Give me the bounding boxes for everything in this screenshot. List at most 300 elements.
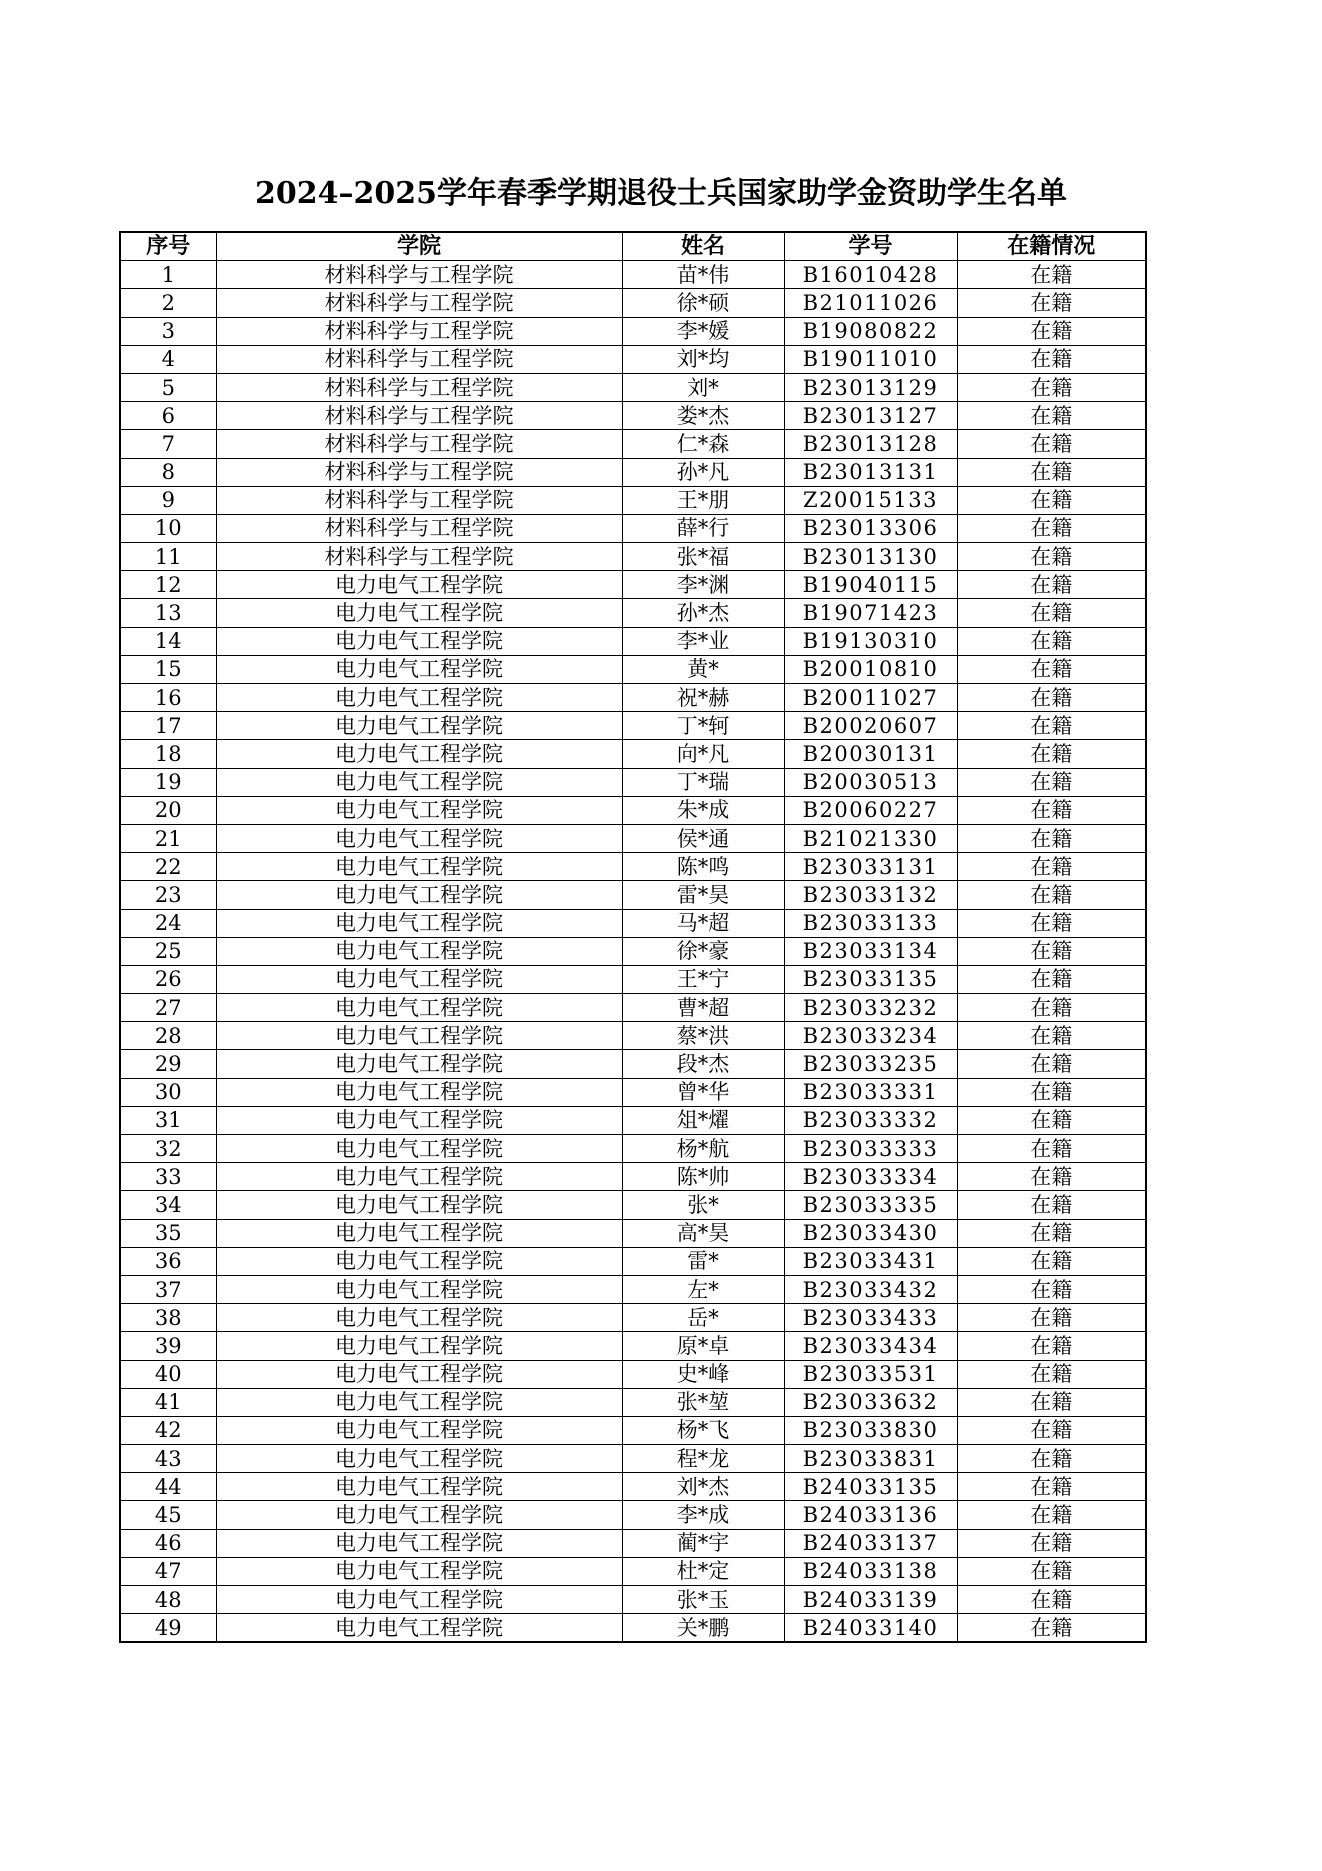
cell-no: 46: [120, 1529, 216, 1557]
cell-name: 孙*杰: [622, 599, 784, 627]
cell-no: 20: [120, 796, 216, 824]
cell-no: 9: [120, 486, 216, 514]
cell-status: 在籍: [957, 1529, 1146, 1557]
cell-student-id: B23013128: [784, 430, 957, 458]
cell-college: 电力电气工程学院: [216, 1247, 622, 1275]
cell-no: 43: [120, 1445, 216, 1473]
table-row: [120, 458, 1146, 486]
cell-status: 在籍: [957, 881, 1146, 909]
cell-no: 19: [120, 768, 216, 796]
table-row: [120, 402, 1146, 430]
table-row: [120, 1219, 1146, 1247]
cell-no: 40: [120, 1360, 216, 1388]
cell-college: 材料科学与工程学院: [216, 514, 622, 542]
table-row: [120, 1191, 1146, 1219]
cell-college: 电力电气工程学院: [216, 1529, 622, 1557]
table-row: [120, 599, 1146, 627]
cell-college: 材料科学与工程学院: [216, 373, 622, 401]
cell-college: 电力电气工程学院: [216, 1304, 622, 1332]
cell-status: 在籍: [957, 1416, 1146, 1444]
cell-student-id: B19040115: [784, 571, 957, 599]
cell-no: 45: [120, 1501, 216, 1529]
cell-no: 48: [120, 1586, 216, 1614]
cell-college: 电力电气工程学院: [216, 571, 622, 599]
table-row: [120, 684, 1146, 712]
cell-no: 6: [120, 402, 216, 430]
table-row: [120, 514, 1146, 542]
cell-name: 李*媛: [622, 317, 784, 345]
table-row: [120, 1445, 1146, 1473]
cell-college: 材料科学与工程学院: [216, 261, 622, 289]
cell-status: 在籍: [957, 514, 1146, 542]
table-row: [120, 1050, 1146, 1078]
cell-student-id: B24033139: [784, 1586, 957, 1614]
cell-student-id: B23033334: [784, 1163, 957, 1191]
cell-college: 电力电气工程学院: [216, 1219, 622, 1247]
cell-status: 在籍: [957, 994, 1146, 1022]
cell-college: 电力电气工程学院: [216, 599, 622, 627]
cell-college: 电力电气工程学院: [216, 937, 622, 965]
cell-status: 在籍: [957, 1557, 1146, 1585]
table-row: [120, 965, 1146, 993]
cell-college: 电力电气工程学院: [216, 853, 622, 881]
cell-name: 杜*定: [622, 1557, 784, 1585]
table-row: [120, 289, 1146, 317]
table-row: [120, 655, 1146, 683]
cell-student-id: B23033131: [784, 853, 957, 881]
cell-status: 在籍: [957, 684, 1146, 712]
cell-name: 程*龙: [622, 1445, 784, 1473]
cell-college: 电力电气工程学院: [216, 1275, 622, 1303]
cell-name: 蔺*宇: [622, 1529, 784, 1557]
cell-no: 35: [120, 1219, 216, 1247]
cell-student-id: B21011026: [784, 289, 957, 317]
cell-no: 24: [120, 909, 216, 937]
cell-no: 23: [120, 881, 216, 909]
cell-no: 34: [120, 1191, 216, 1219]
table-row: [120, 1529, 1146, 1557]
cell-student-id: B23033632: [784, 1388, 957, 1416]
cell-name: 向*凡: [622, 740, 784, 768]
cell-student-id: B24033140: [784, 1614, 957, 1643]
cell-college: 电力电气工程学院: [216, 1445, 622, 1473]
cell-name: 段*杰: [622, 1050, 784, 1078]
table-row: [120, 1275, 1146, 1303]
cell-status: 在籍: [957, 1586, 1146, 1614]
cell-name: 徐*硕: [622, 289, 784, 317]
header-college: 学院: [216, 232, 622, 261]
table-row: [120, 1473, 1146, 1501]
cell-no: 42: [120, 1416, 216, 1444]
cell-student-id: B20060227: [784, 796, 957, 824]
cell-student-id: B23033431: [784, 1247, 957, 1275]
cell-name: 李*渊: [622, 571, 784, 599]
cell-college: 电力电气工程学院: [216, 1106, 622, 1134]
cell-student-id: B23033133: [784, 909, 957, 937]
cell-status: 在籍: [957, 909, 1146, 937]
cell-status: 在籍: [957, 853, 1146, 881]
cell-college: 电力电气工程学院: [216, 1473, 622, 1501]
cell-status: 在籍: [957, 261, 1146, 289]
cell-student-id: B23033134: [784, 937, 957, 965]
cell-status: 在籍: [957, 1501, 1146, 1529]
cell-name: 杨*航: [622, 1135, 784, 1163]
cell-name: 刘*均: [622, 345, 784, 373]
table-row: [120, 627, 1146, 655]
cell-no: 44: [120, 1473, 216, 1501]
cell-college: 电力电气工程学院: [216, 796, 622, 824]
cell-college: 电力电气工程学院: [216, 1557, 622, 1585]
cell-no: 3: [120, 317, 216, 345]
cell-name: 蔡*洪: [622, 1022, 784, 1050]
cell-status: 在籍: [957, 1275, 1146, 1303]
table-row: [120, 1332, 1146, 1360]
cell-status: 在籍: [957, 768, 1146, 796]
cell-name: 李*成: [622, 1501, 784, 1529]
cell-name: 陈*帅: [622, 1163, 784, 1191]
cell-college: 材料科学与工程学院: [216, 345, 622, 373]
cell-college: 电力电气工程学院: [216, 1191, 622, 1219]
cell-college: 电力电气工程学院: [216, 994, 622, 1022]
table-row: [120, 824, 1146, 852]
cell-status: 在籍: [957, 599, 1146, 627]
cell-student-id: B23033234: [784, 1022, 957, 1050]
cell-name: 张*: [622, 1191, 784, 1219]
cell-no: 41: [120, 1388, 216, 1416]
cell-college: 电力电气工程学院: [216, 881, 622, 909]
cell-name: 王*宁: [622, 965, 784, 993]
cell-college: 材料科学与工程学院: [216, 430, 622, 458]
table-row: [120, 1586, 1146, 1614]
cell-no: 11: [120, 543, 216, 571]
cell-no: 36: [120, 1247, 216, 1275]
cell-no: 29: [120, 1050, 216, 1078]
cell-college: 电力电气工程学院: [216, 965, 622, 993]
cell-status: 在籍: [957, 1191, 1146, 1219]
cell-college: 电力电气工程学院: [216, 1050, 622, 1078]
cell-college: 材料科学与工程学院: [216, 402, 622, 430]
cell-status: 在籍: [957, 1388, 1146, 1416]
cell-student-id: B21021330: [784, 824, 957, 852]
cell-status: 在籍: [957, 317, 1146, 345]
cell-no: 33: [120, 1163, 216, 1191]
cell-status: 在籍: [957, 1078, 1146, 1106]
table-row: [120, 1416, 1146, 1444]
cell-status: 在籍: [957, 1445, 1146, 1473]
cell-college: 电力电气工程学院: [216, 627, 622, 655]
cell-status: 在籍: [957, 1614, 1146, 1643]
cell-no: 28: [120, 1022, 216, 1050]
table-row: [120, 261, 1146, 289]
cell-status: 在籍: [957, 1050, 1146, 1078]
cell-student-id: B23033531: [784, 1360, 957, 1388]
cell-no: 38: [120, 1304, 216, 1332]
table-row: [120, 571, 1146, 599]
cell-name: 原*卓: [622, 1332, 784, 1360]
cell-name: 李*业: [622, 627, 784, 655]
cell-no: 12: [120, 571, 216, 599]
cell-status: 在籍: [957, 1332, 1146, 1360]
cell-name: 刘*: [622, 373, 784, 401]
table-row: [120, 712, 1146, 740]
cell-no: 30: [120, 1078, 216, 1106]
cell-college: 电力电气工程学院: [216, 684, 622, 712]
cell-no: 8: [120, 458, 216, 486]
cell-no: 5: [120, 373, 216, 401]
cell-college: 材料科学与工程学院: [216, 289, 622, 317]
cell-name: 高*昊: [622, 1219, 784, 1247]
table-row: [120, 768, 1146, 796]
cell-student-id: B19130310: [784, 627, 957, 655]
cell-college: 材料科学与工程学院: [216, 543, 622, 571]
cell-status: 在籍: [957, 1106, 1146, 1134]
table-row: [120, 740, 1146, 768]
cell-status: 在籍: [957, 458, 1146, 486]
cell-college: 电力电气工程学院: [216, 1614, 622, 1643]
table-row: [120, 1106, 1146, 1134]
header-name: 姓名: [622, 232, 784, 261]
cell-status: 在籍: [957, 627, 1146, 655]
cell-no: 32: [120, 1135, 216, 1163]
cell-college: 电力电气工程学院: [216, 1388, 622, 1416]
cell-student-id: B20030131: [784, 740, 957, 768]
cell-college: 电力电气工程学院: [216, 1022, 622, 1050]
cell-student-id: B23033432: [784, 1275, 957, 1303]
cell-student-id: B19080822: [784, 317, 957, 345]
cell-college: 电力电气工程学院: [216, 1078, 622, 1106]
table-row: [120, 994, 1146, 1022]
header-no: 序号: [120, 232, 216, 261]
cell-name: 侯*通: [622, 824, 784, 852]
cell-student-id: B24033135: [784, 1473, 957, 1501]
cell-student-id: B23013127: [784, 402, 957, 430]
cell-name: 张*玉: [622, 1586, 784, 1614]
cell-name: 仁*森: [622, 430, 784, 458]
cell-student-id: B23033235: [784, 1050, 957, 1078]
cell-name: 雷*: [622, 1247, 784, 1275]
cell-status: 在籍: [957, 486, 1146, 514]
cell-status: 在籍: [957, 571, 1146, 599]
cell-status: 在籍: [957, 289, 1146, 317]
table-header-row: [120, 232, 1146, 261]
cell-status: 在籍: [957, 543, 1146, 571]
cell-college: 电力电气工程学院: [216, 1135, 622, 1163]
cell-status: 在籍: [957, 1022, 1146, 1050]
table-row: [120, 317, 1146, 345]
cell-name: 孙*凡: [622, 458, 784, 486]
cell-name: 雷*昊: [622, 881, 784, 909]
cell-name: 曹*超: [622, 994, 784, 1022]
table-row: [120, 486, 1146, 514]
cell-status: 在籍: [957, 712, 1146, 740]
cell-student-id: B23013131: [784, 458, 957, 486]
cell-student-id: B23013306: [784, 514, 957, 542]
cell-college: 材料科学与工程学院: [216, 458, 622, 486]
table-row: [120, 1360, 1146, 1388]
cell-name: 杨*飞: [622, 1416, 784, 1444]
cell-student-id: B23033232: [784, 994, 957, 1022]
cell-name: 张*福: [622, 543, 784, 571]
cell-college: 电力电气工程学院: [216, 1360, 622, 1388]
cell-student-id: B24033137: [784, 1529, 957, 1557]
cell-status: 在籍: [957, 965, 1146, 993]
cell-name: 丁*瑞: [622, 768, 784, 796]
cell-name: 朱*成: [622, 796, 784, 824]
table-row: [120, 1388, 1146, 1416]
cell-college: 电力电气工程学院: [216, 768, 622, 796]
cell-college: 电力电气工程学院: [216, 712, 622, 740]
cell-name: 马*超: [622, 909, 784, 937]
cell-status: 在籍: [957, 1163, 1146, 1191]
table-row: [120, 1247, 1146, 1275]
cell-student-id: Z20015133: [784, 486, 957, 514]
cell-student-id: B23013130: [784, 543, 957, 571]
table-row: [120, 937, 1146, 965]
cell-student-id: B23033831: [784, 1445, 957, 1473]
table-row: [120, 1304, 1146, 1332]
cell-student-id: B23013129: [784, 373, 957, 401]
cell-name: 王*朋: [622, 486, 784, 514]
cell-no: 17: [120, 712, 216, 740]
cell-no: 37: [120, 1275, 216, 1303]
table-row: [120, 881, 1146, 909]
cell-no: 1: [120, 261, 216, 289]
cell-status: 在籍: [957, 430, 1146, 458]
cell-no: 14: [120, 627, 216, 655]
cell-student-id: B20020607: [784, 712, 957, 740]
cell-status: 在籍: [957, 402, 1146, 430]
cell-no: 15: [120, 655, 216, 683]
cell-name: 史*峰: [622, 1360, 784, 1388]
cell-student-id: B20010810: [784, 655, 957, 683]
table-row: [120, 373, 1146, 401]
cell-no: 25: [120, 937, 216, 965]
cell-college: 电力电气工程学院: [216, 824, 622, 852]
cell-no: 4: [120, 345, 216, 373]
cell-no: 10: [120, 514, 216, 542]
cell-student-id: B23033430: [784, 1219, 957, 1247]
cell-student-id: B23033830: [784, 1416, 957, 1444]
cell-student-id: B20011027: [784, 684, 957, 712]
cell-status: 在籍: [957, 937, 1146, 965]
cell-no: 22: [120, 853, 216, 881]
header-status: 在籍情况: [957, 232, 1146, 261]
cell-student-id: B19071423: [784, 599, 957, 627]
cell-no: 39: [120, 1332, 216, 1360]
cell-status: 在籍: [957, 1247, 1146, 1275]
page-title: 2024–2025学年春季学期退役士兵国家助学金资助学生名单: [255, 176, 1067, 211]
table-row: [120, 345, 1146, 373]
table-row: [120, 853, 1146, 881]
header-student-id: 学号: [784, 232, 957, 261]
cell-no: 16: [120, 684, 216, 712]
cell-name: 俎*燿: [622, 1106, 784, 1134]
cell-college: 材料科学与工程学院: [216, 317, 622, 345]
table-body: [120, 261, 1146, 1643]
cell-status: 在籍: [957, 373, 1146, 401]
cell-name: 岳*: [622, 1304, 784, 1332]
table-row: [120, 1501, 1146, 1529]
table-row: [120, 909, 1146, 937]
cell-student-id: B23033331: [784, 1078, 957, 1106]
cell-student-id: B24033136: [784, 1501, 957, 1529]
cell-student-id: B24033138: [784, 1557, 957, 1585]
cell-college: 电力电气工程学院: [216, 655, 622, 683]
cell-no: 27: [120, 994, 216, 1022]
cell-student-id: B23033434: [784, 1332, 957, 1360]
cell-name: 娄*杰: [622, 402, 784, 430]
cell-status: 在籍: [957, 655, 1146, 683]
cell-no: 2: [120, 289, 216, 317]
cell-name: 陈*鸣: [622, 853, 784, 881]
cell-name: 曾*华: [622, 1078, 784, 1106]
cell-status: 在籍: [957, 824, 1146, 852]
cell-no: 18: [120, 740, 216, 768]
cell-student-id: B23033333: [784, 1135, 957, 1163]
cell-status: 在籍: [957, 1135, 1146, 1163]
cell-name: 黄*: [622, 655, 784, 683]
cell-student-id: B23033335: [784, 1191, 957, 1219]
cell-status: 在籍: [957, 1219, 1146, 1247]
table-row: [120, 1135, 1146, 1163]
cell-name: 丁*轲: [622, 712, 784, 740]
cell-student-id: B19011010: [784, 345, 957, 373]
student-roster-table: [119, 231, 1147, 1643]
cell-status: 在籍: [957, 345, 1146, 373]
cell-status: 在籍: [957, 1304, 1146, 1332]
cell-no: 49: [120, 1614, 216, 1643]
cell-no: 13: [120, 599, 216, 627]
cell-student-id: B23033433: [784, 1304, 957, 1332]
cell-name: 徐*豪: [622, 937, 784, 965]
cell-college: 电力电气工程学院: [216, 1332, 622, 1360]
cell-no: 31: [120, 1106, 216, 1134]
table-row: [120, 1078, 1146, 1106]
cell-no: 7: [120, 430, 216, 458]
cell-status: 在籍: [957, 1473, 1146, 1501]
cell-name: 薛*行: [622, 514, 784, 542]
cell-name: 左*: [622, 1275, 784, 1303]
cell-name: 祝*赫: [622, 684, 784, 712]
table-row: [120, 1614, 1146, 1643]
cell-no: 21: [120, 824, 216, 852]
cell-student-id: B20030513: [784, 768, 957, 796]
cell-no: 26: [120, 965, 216, 993]
cell-college: 电力电气工程学院: [216, 1501, 622, 1529]
cell-student-id: B23033132: [784, 881, 957, 909]
cell-name: 刘*杰: [622, 1473, 784, 1501]
table-row: [120, 1022, 1146, 1050]
cell-student-id: B23033135: [784, 965, 957, 993]
table-row: [120, 1163, 1146, 1191]
table-row: [120, 430, 1146, 458]
cell-student-id: B16010428: [784, 261, 957, 289]
cell-college: 电力电气工程学院: [216, 1586, 622, 1614]
cell-college: 电力电气工程学院: [216, 1416, 622, 1444]
cell-name: 张*堃: [622, 1388, 784, 1416]
cell-college: 电力电气工程学院: [216, 740, 622, 768]
cell-status: 在籍: [957, 1360, 1146, 1388]
cell-college: 材料科学与工程学院: [216, 486, 622, 514]
cell-name: 苗*伟: [622, 261, 784, 289]
table-row: [120, 796, 1146, 824]
table-row: [120, 1557, 1146, 1585]
cell-status: 在籍: [957, 740, 1146, 768]
cell-college: 电力电气工程学院: [216, 1163, 622, 1191]
cell-student-id: B23033332: [784, 1106, 957, 1134]
cell-college: 电力电气工程学院: [216, 909, 622, 937]
cell-status: 在籍: [957, 796, 1146, 824]
